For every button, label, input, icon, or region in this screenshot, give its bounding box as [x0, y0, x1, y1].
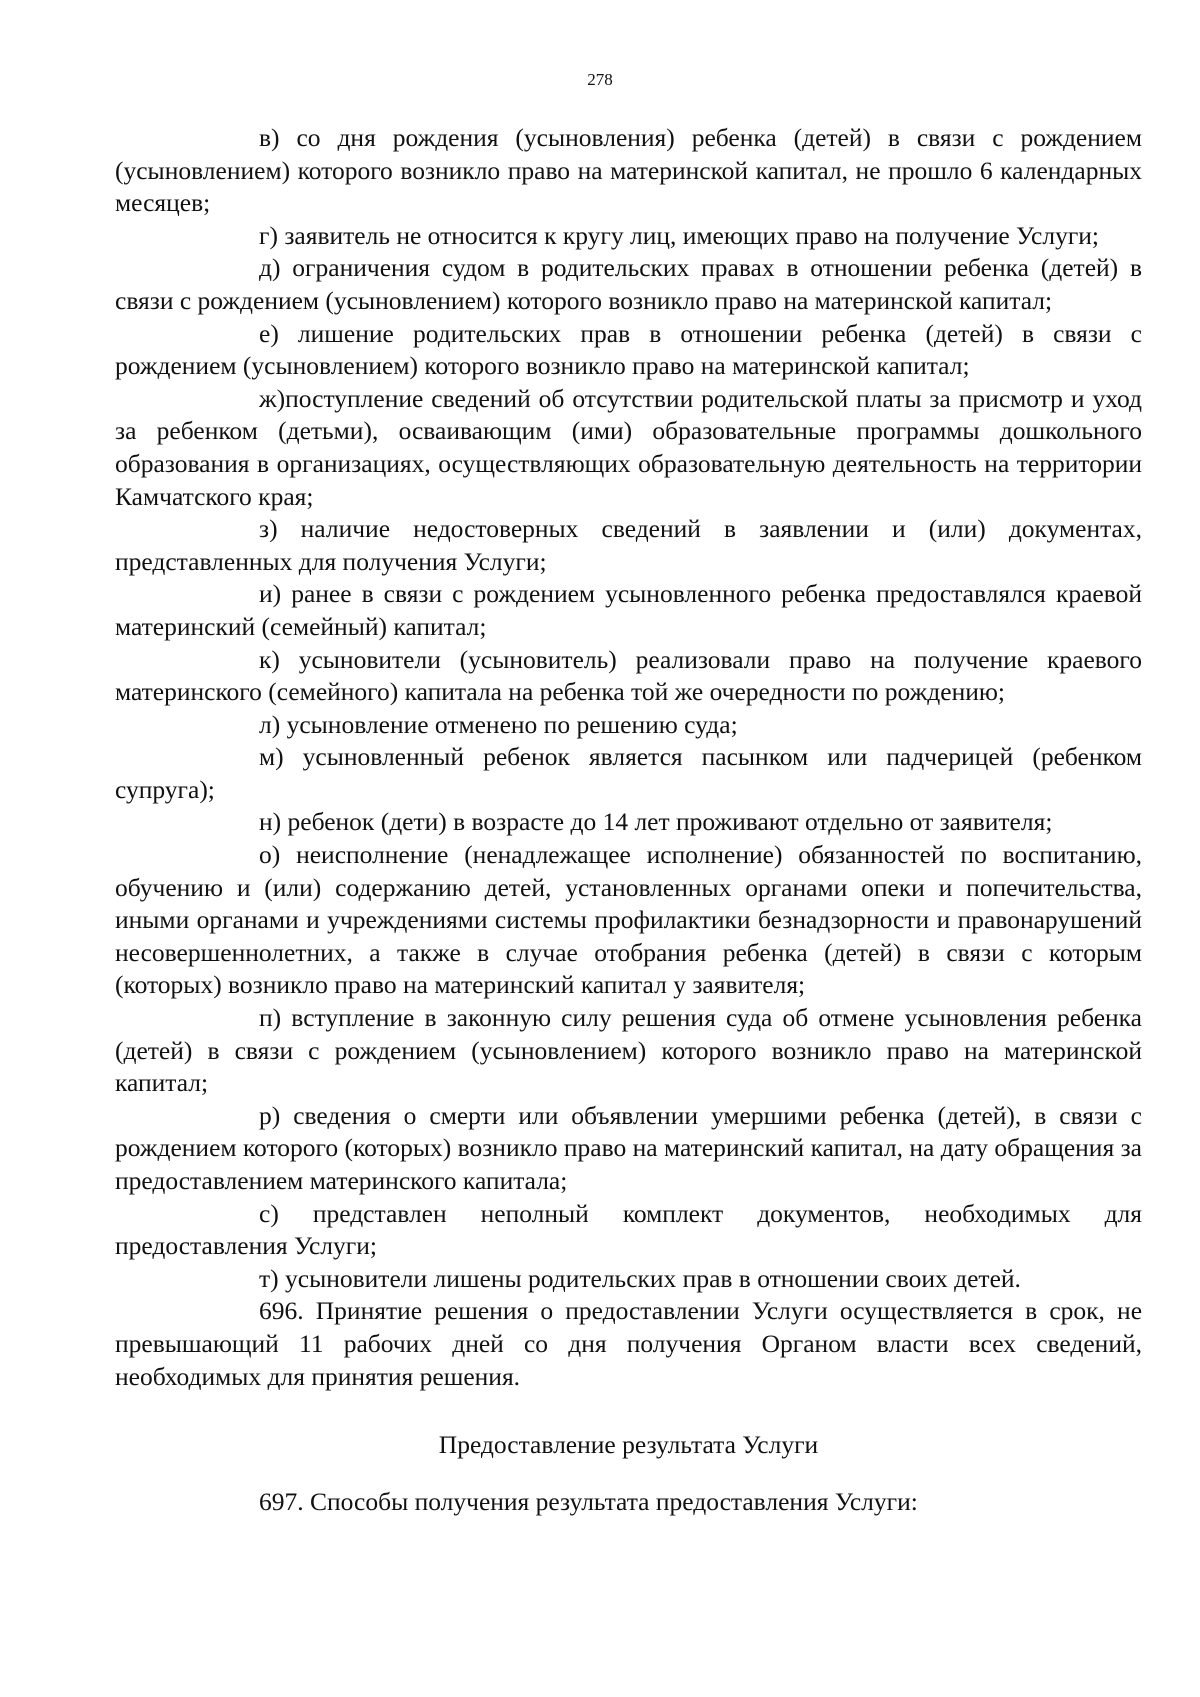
item-text: лишение родительских прав в отношении ребенка (детей) в связи с рождением (усыновлением) которого возникло право на материнской капитал;	[115, 318, 1142, 381]
item-label: т)	[259, 1263, 279, 1293]
item-text: наличие недостоверных сведений в заявлении и (или) документах, представленных для получения Услуги;	[115, 514, 1142, 576]
list-item	[115, 709, 1142, 742]
item-text: усыновление отменено по решению суда;	[286, 709, 738, 739]
item-label: п)	[259, 1003, 282, 1033]
list-item	[115, 318, 1142, 383]
item-label: л)	[259, 709, 281, 739]
item-text: поступление сведений об отсутствии родительской платы за присмотр и уход за ребенком (детьми), осваивающим (ими) образовательные программы дошкольного образования в организациях, осуществляющих образовательную деятельность на территории Камчатского края;	[115, 383, 1142, 511]
list-item	[115, 839, 1142, 1002]
page-number: 278	[587, 70, 613, 89]
item-text: вступление в законную силу решения суда об отмене усыновления ребенка (детей) в связи с рождением (усыновлением) которого возникло право на материнской капитал;	[115, 1003, 1143, 1098]
item-label: к)	[259, 644, 280, 674]
list-item	[115, 741, 1142, 806]
list-item	[115, 1198, 1142, 1263]
paragraph-697	[115, 1486, 1142, 1519]
list-item	[115, 1100, 1142, 1198]
list-item	[115, 578, 1142, 643]
item-text: сведения о смерти или объявлении умершими ребенка (детей), в связи с рождением которого (которых) возникло право на материнский капитал, на дату обращения за предоставлением материнского капитала;	[115, 1100, 1142, 1195]
item-text: усыновители (усыновитель) реализовали право на получение краевого материнского (семейного) капитала на ребенка той же очередности по рождению;	[115, 644, 1142, 707]
item-label: м)	[259, 742, 284, 772]
list-item	[115, 122, 1142, 220]
item-label: 697.	[259, 1486, 304, 1516]
list-item	[115, 1002, 1142, 1100]
item-label: ж)	[259, 383, 286, 413]
item-text: ранее в связи с рождением усыновленного ребенка предоставлялся краевой материнский (семейный) капитал;	[115, 579, 1142, 641]
list-item	[115, 644, 1142, 709]
item-label: и)	[259, 579, 282, 609]
item-text: ребенок (дети) в возрасте до 14 лет проживают отдельно от заявителя;	[287, 807, 1053, 837]
list-item	[115, 1263, 1142, 1296]
item-label: 696.	[259, 1296, 304, 1326]
item-text: заявитель не относится к кругу лиц, имеющих право на получение Услуги;	[284, 220, 1100, 250]
list-item	[115, 383, 1142, 513]
item-label: в)	[259, 123, 280, 152]
item-text: со дня рождения (усыновления) ребенка (детей) в связи с рождением (усыновлением) которого возникло право на материнской капитал, не прошло 6 календарных месяцев;	[115, 123, 1143, 218]
section-heading: Предоставление результата Услуги	[438, 1430, 819, 1460]
item-label: о)	[259, 840, 281, 870]
list-item	[115, 806, 1142, 839]
item-label: е)	[259, 318, 279, 348]
item-text: представлен неполный комплект документов, необходимых для предоставления Услуги;	[115, 1198, 1143, 1261]
item-label: р)	[259, 1100, 281, 1130]
item-label: д)	[259, 253, 281, 283]
list-item	[115, 513, 1142, 578]
item-text: Принятие решения о предоставлении Услуги осуществляется в срок, не превышающий 11 рабочих дней со дня получения Органом власти всех сведений, необходимых для принятия решения.	[115, 1296, 1143, 1391]
item-label: з)	[259, 514, 278, 544]
item-label: с)	[259, 1198, 279, 1228]
list-item	[115, 220, 1142, 253]
item-text: ограничения судом в родительских правах в отношении ребенка (детей) в связи с рождением (усыновлением) которого возникло право на материнской капитал;	[115, 253, 1143, 315]
item-text: Способы получения результата предоставления Услуги:	[310, 1486, 918, 1516]
document-body	[115, 122, 1142, 1518]
item-label: г)	[259, 220, 278, 250]
paragraph-696	[115, 1295, 1142, 1393]
item-text: усыновленный ребенок является пасынком или падчерицей (ребенком супруга);	[115, 742, 1142, 804]
item-label: н)	[259, 807, 282, 837]
item-text: неисполнение (ненадлежащее исполнение) обязанностей по воспитанию, обучению и (или) содержанию детей, установленных органами опеки и попечительства, иными органами и учреждениями системы профилактики безнадзорности и правонарушений несовершеннолетних, а также в случае отобрания ребенка (детей) в связи с которым (которых) возникло право на материнский капитал у заявителя;	[115, 840, 1142, 1000]
item-text: усыновители лишены родительских прав в отношении своих детей.	[285, 1263, 1021, 1293]
list-item	[115, 252, 1142, 317]
